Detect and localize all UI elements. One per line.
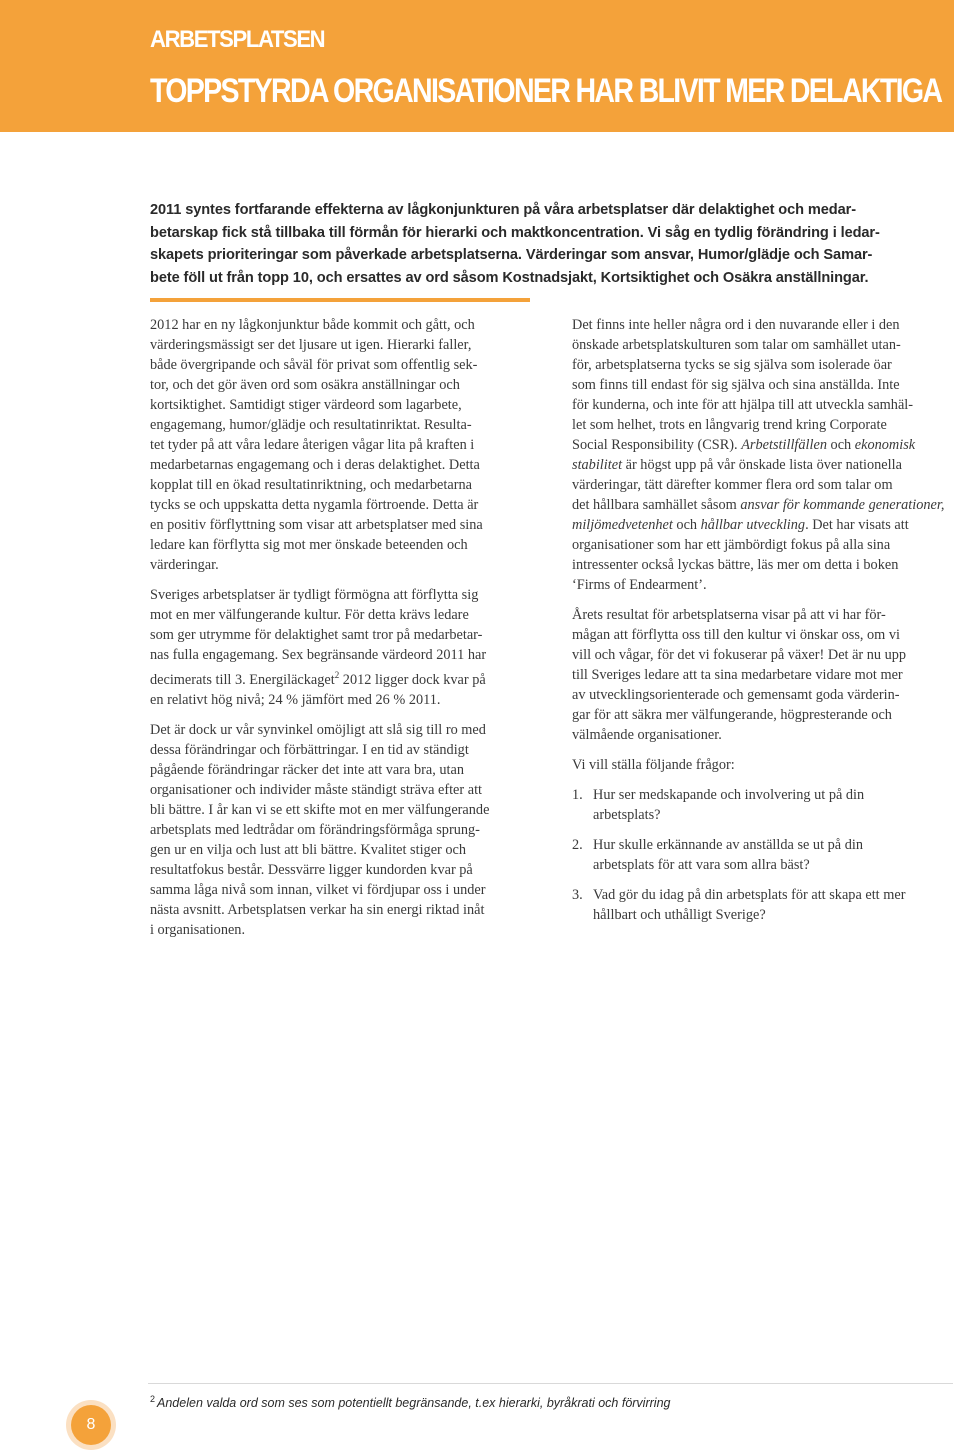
text-line (572, 515, 952, 535)
emphasis: ansvar för kommande generationer, (740, 497, 945, 513)
header-band (0, 0, 954, 132)
text-line: mågan att förflytta oss till den kultur vi önskar oss, om vi (572, 627, 900, 643)
lead-line: skapets prioriteringar som påverkade arbetsplatserna. Värderingar som ansvar, Humor/glädje och Samar- (150, 247, 873, 263)
text-line: som finns till endast för sig själva och sina anställda. Inte (572, 377, 900, 393)
text-line: Det är dock ur vår synvinkel omöjligt att slå sig till ro med (150, 721, 486, 738)
text-line: värderingar. (150, 557, 219, 573)
body-paragraph (150, 315, 525, 575)
text-fragment: och (826, 437, 855, 453)
text-line: Det finns inte heller några ord i den nuvarande eller i den (572, 317, 900, 333)
question-item (572, 835, 952, 875)
text-line (572, 435, 952, 455)
text-line: gen ur en vilja och lust att bli bättre. Kvalitet stiger och (150, 841, 467, 858)
left-column (150, 315, 525, 950)
footnote-ref: 2 (334, 670, 340, 680)
text-line: kortsiktighet. Samtidigt stiger värdeord som lagarbete, (150, 397, 462, 413)
body-paragraph (150, 720, 525, 940)
text-line: mot en mer välfungerande kultur. För detta krävs ledare (150, 607, 469, 623)
text-line: hållbart och uthålligt Sverige? (593, 907, 766, 923)
text-line (150, 665, 525, 690)
text-line: Årets resultat för arbetsplatserna visar på att vi har för- (572, 607, 886, 623)
text-line: samma låga nivå som innan, vilket vi fördjupar oss i under (150, 881, 486, 898)
right-column (572, 315, 952, 935)
text-fragment: 2012 ligger dock kvar på (339, 671, 486, 688)
text-fragment: . Det har visats att (805, 517, 909, 533)
text-line: engagemang, humor/glädje och resultatinriktat. Resulta- (150, 417, 472, 433)
accent-rule (150, 298, 530, 302)
text-line: resultatfokus består. Dessvärre ligger kundorden kvar på (150, 861, 473, 878)
text-line: intressenter också lyckas bättre, läs mer om detta i boken (572, 557, 899, 573)
question-number: 3. (572, 887, 583, 903)
question-item (572, 785, 952, 825)
emphasis: ekonomisk (854, 437, 916, 453)
page-title: TOPPSTYRDA ORGANISATIONER HAR BLIVIT MER DELAKTIGA (150, 72, 942, 110)
text-line: Vad gör du idag på din arbetsplats för att skapa ett mer (593, 887, 906, 903)
text-line: önskade arbetsplatskulturen som talar om samhället utan- (572, 337, 901, 353)
lead-line: 2011 syntes fortfarande effekterna av lågkonjunkturen på våra arbetsplatser där delaktighet och medar- (150, 202, 856, 218)
text-line: till Sveriges ledare att ta sina medarbetare vidare mot mer (572, 667, 903, 683)
text-line: värderingsmässigt ser det ljusare ut igen. Hierarki faller, (150, 337, 472, 353)
text-line: Hur ser medskapande och involvering ut på din (593, 787, 865, 803)
text-line: vill och vågar, för det vi fokuserar på växer! Det är nu upp (572, 647, 907, 663)
text-line: pågående förändringar räcker det inte att vara bra, utan (150, 761, 464, 778)
text-line: 2012 har en ny lågkonjunktur både kommit och gått, och (150, 317, 475, 333)
page-number: 8 (71, 1405, 111, 1445)
text-fragment: det hållbara samhället såsom (572, 497, 741, 513)
text-line: dessa förändringar och förbättringar. I en tid av ständigt (150, 741, 469, 758)
text-line: medarbetarnas engagemang och i deras delaktighet. Detta (150, 457, 480, 473)
question-number: 1. (572, 787, 583, 803)
section-label: ARBETSPLATSEN (150, 26, 325, 53)
footnote (150, 1394, 670, 1410)
text-line: värderingar, tätt därefter kommer flera ord som talar om (572, 477, 893, 493)
footnote-marker: 2 (150, 1394, 156, 1404)
text-line: av utvecklingsorienterade och gemensamt goda värderin- (572, 687, 900, 703)
text-line (572, 455, 952, 475)
emphasis: stabilitet (572, 457, 623, 473)
text-line: i organisationen. (150, 921, 246, 938)
text-line: gar för att säkra mer välfungerande, högpresterande och (572, 707, 892, 723)
text-line: let som helhet, trots en långvarig trend kring Corporate (572, 417, 887, 433)
text-fragment: Social Responsibility (CSR). (572, 437, 742, 453)
footnote-text: Andelen valda ord som ses som potentiellt begränsande, t.ex hierarki, byråkrati och förvirring (157, 1396, 671, 1410)
text-line: för, arbetsplatserna tycks se sig själva som isolerade öar (572, 357, 892, 373)
question-item (572, 885, 952, 925)
emphasis: hållbar utveckling (700, 517, 806, 533)
text-line: tet tyder på att våra ledare återigen vågar lita på kraften i (150, 437, 475, 453)
text-fragment: är högst upp på vår önskade lista över nationella (622, 457, 902, 473)
body-paragraph (572, 315, 952, 595)
question-number: 2. (572, 837, 583, 853)
text-line: både övergripande och såväl för privat som offentlig sek- (150, 357, 478, 373)
text-line: för kunderna, och inte för att hjälpa till att utveckla samhäl- (572, 397, 914, 413)
body-paragraph (572, 605, 952, 745)
text-line: ‘Firms of Endearment’. (572, 577, 707, 593)
text-line: nas fulla engagemang. Sex begränsande värdeord 2011 har (150, 647, 487, 663)
text-line: kopplat till en ökad resultatinriktning, och medarbetarna (150, 477, 472, 493)
text-line (572, 495, 952, 515)
text-line: tycks se och uppskatta detta nygamla förtroende. Detta är (150, 497, 479, 513)
text-line: ledare kan förflytta sig mot mer önskade beteenden och (150, 537, 468, 553)
text-line: bli bättre. I år kan vi se ett skifte mot en mer välfungerande (150, 801, 490, 818)
text-line: organisationer som har ett jämbördigt fokus på alla sina (572, 537, 891, 553)
question-list (572, 785, 952, 925)
lead-paragraph (150, 199, 940, 289)
text-line: tor, och det gör även ord som osäkra anställningar och (150, 377, 460, 393)
text-line: arbetsplats för att vara som allra bäst? (593, 857, 810, 873)
emphasis: Arbetstillfällen (741, 437, 827, 453)
text-line: en positiv förflyttning som visar att arbetsplatser med sina (150, 517, 483, 533)
text-line: arbetsplats med ledtrådar om förändringsförmåga sprung- (150, 821, 480, 838)
text-fragment: och (672, 517, 701, 533)
lead-line: betarskap fick stå tillbaka till förmån för hierarki och maktkoncentration. Vi såg en tydlig förändring i ledar- (150, 224, 880, 241)
emphasis: miljömedvetenhet (572, 517, 673, 533)
text-line: organisationer och individer måste ständigt sträva efter att (150, 781, 483, 798)
lead-line: bete föll ut från topp 10, och ersattes av ord såsom Kostnadsjakt, Kortsiktighet och Osäkra anställningar. (150, 269, 869, 286)
text-line: arbetsplats? (593, 807, 661, 823)
text-line: Sveriges arbetsplatser är tydligt förmögna att förflytta sig (150, 587, 479, 603)
text-line: Hur skulle erkännande av anställda se ut på din (593, 837, 863, 853)
text-line: välmående organisationer. (572, 727, 722, 743)
text-line: en relativt hög nivå; 24 % jämfört med 26 % 2011. (150, 691, 441, 708)
text-line: nästa avsnitt. Arbetsplatsen verkar ha sin energi riktad inåt (150, 901, 485, 918)
footnote-divider (148, 1383, 953, 1384)
body-paragraph (150, 585, 525, 710)
text-line: som ger utrymme för delaktighet samt tror på medarbetar- (150, 627, 483, 643)
body-paragraph: Vi vill ställa följande frågor: (572, 757, 735, 773)
text-fragment: decimerats till 3. Energiläckaget (150, 671, 335, 688)
